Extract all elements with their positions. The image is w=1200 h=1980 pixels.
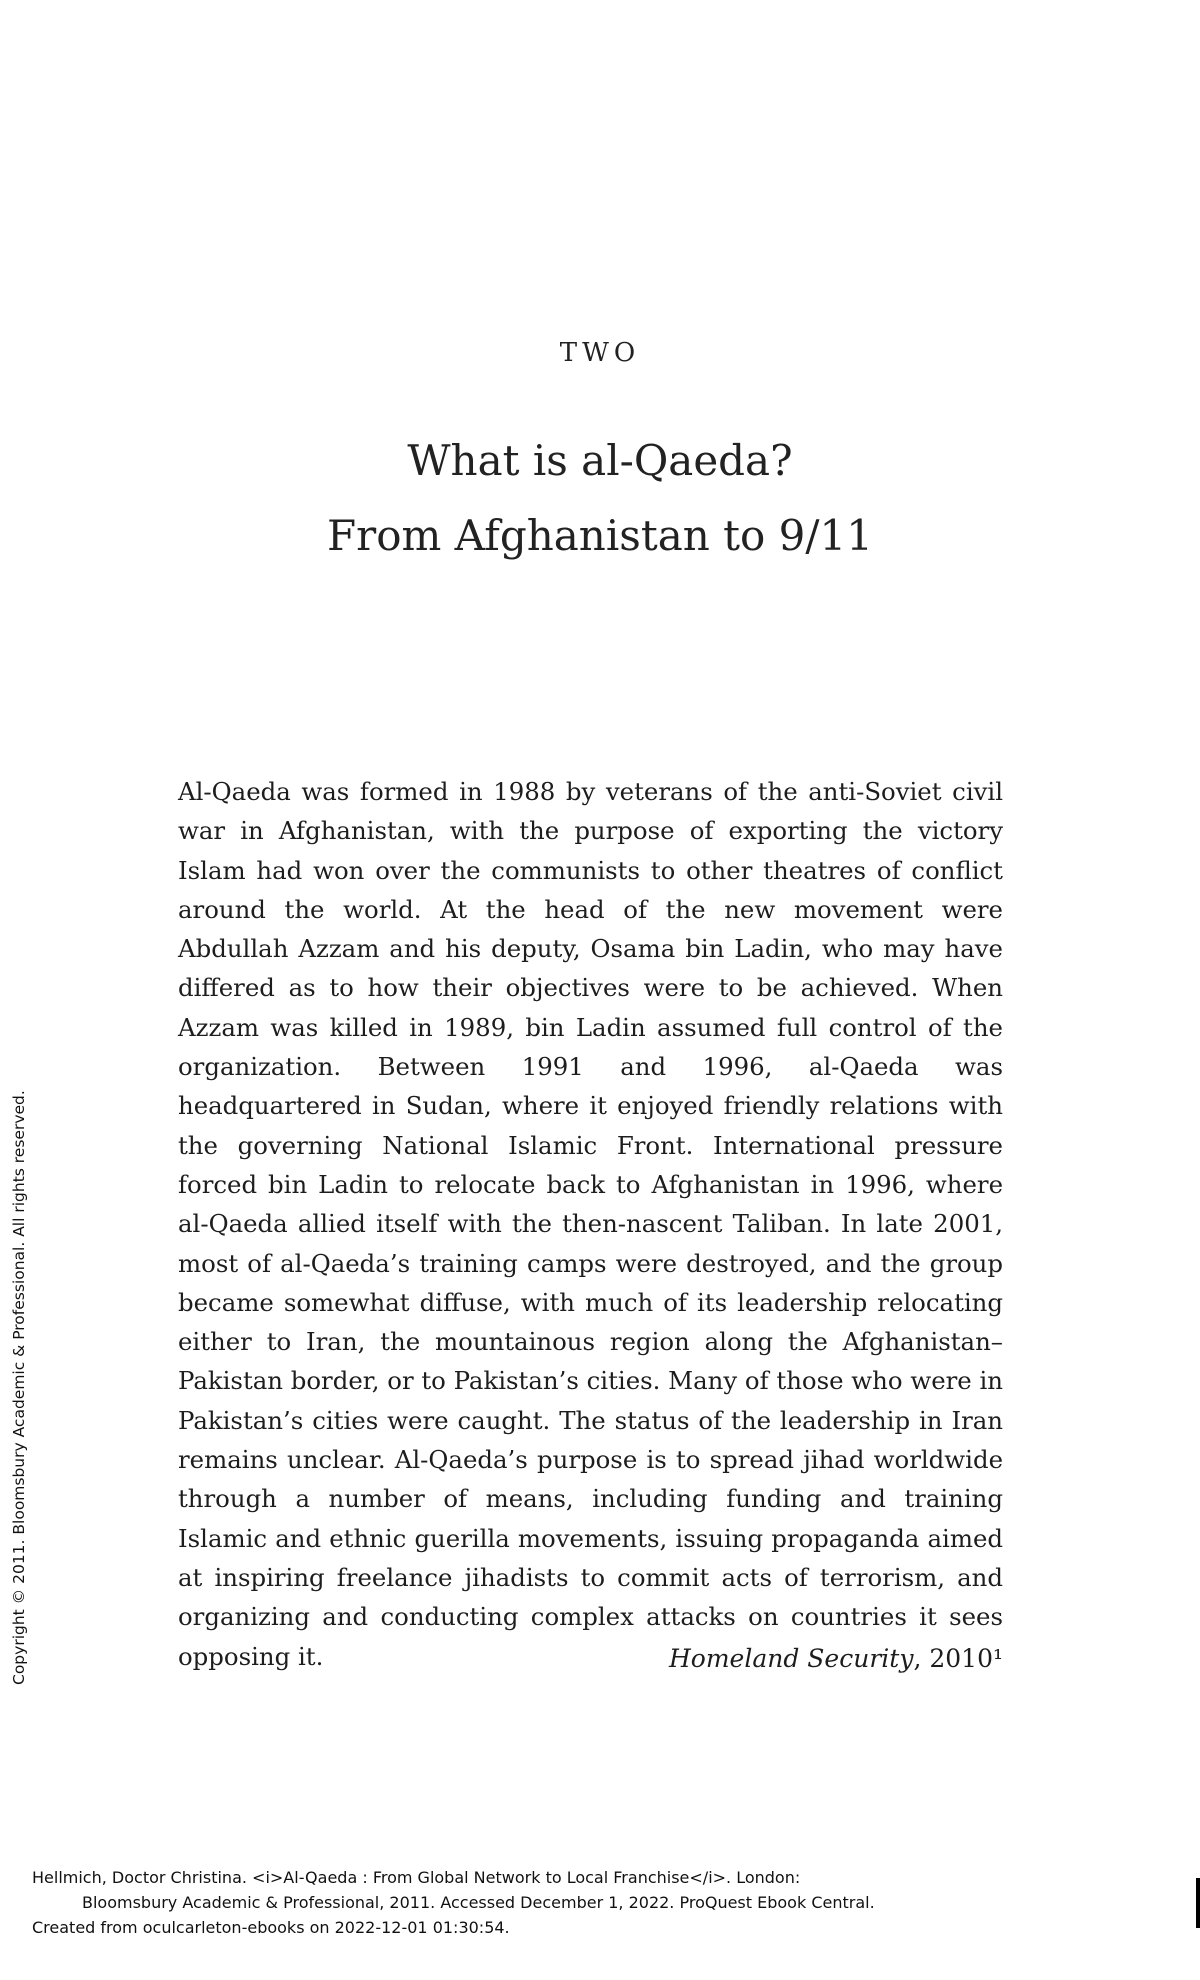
chapter-number: TWO — [559, 338, 641, 368]
copyright-notice: Copyright © 2011. Bloomsbury Academic & Professional. All rights reserved. — [10, 1090, 28, 1685]
attribution-source: Homeland Security — [669, 1644, 914, 1673]
citation-line-2: Bloomsbury Academic & Professional, 2011. Accessed December 1, 2022. ProQuest Ebook Central. — [82, 1893, 875, 1912]
citation-line-1: Hellmich, Doctor Christina. <i>Al-Qaeda : From Global Network to Local Franchise</i>. London: — [32, 1868, 801, 1887]
epigraph-attribution — [669, 1644, 1003, 1673]
epigraph-text: Al-Qaeda was formed in 1988 by veterans of the anti-Soviet civil war in Afghanistan, with the purpose of exporting the victory Islam had won over the communists to other theatres of conflict around the world. At the head of the new movement were Abdullah Azzam and his deputy, Osama bin Ladin, who may have differed as to how their objectives were to be achieved. When Azzam was killed in 1989, bin Ladin assumed full control of the organization. Between 1991 and 1996, al-Qaeda was headquartered in Sudan, where it enjoyed friendly relations with the governing National Islamic Front. International pressure forced bin Ladin to relocate back to Afghanistan in 1996, where al-Qaeda allied itself with the then-nascent Taliban. In late 2001, most of al-Qaeda’s training camps were destroyed, and the group became somewhat diffuse, with much of its leadership relocating either to Iran, the mountainous region along the Afghanistan–Pakistan border, or to Pakistan’s cities. Many of those who were in Pakistan’s cities were caught. The status of the leadership in Iran remains unclear. Al-Qaeda’s purpose is to spread jihad worldwide through a number of means, including funding and training Islamic and ethnic guerilla movements, issuing propaganda aimed at inspiring freelance jihadists to commit acts of terrorism, and organizing and conducting complex attacks on countries it sees opposing it. — [178, 777, 1003, 1671]
chapter-title: What is al-Qaeda? — [407, 436, 793, 485]
chapter-subtitle: From Afghanistan to 9/11 — [327, 511, 873, 560]
attribution-year: , 2010¹ — [913, 1644, 1003, 1673]
citation-line-3: Created from oculcarleton-ebooks on 2022-12-01 01:30:54. — [32, 1918, 510, 1937]
page-edge-marker — [1196, 1878, 1200, 1928]
